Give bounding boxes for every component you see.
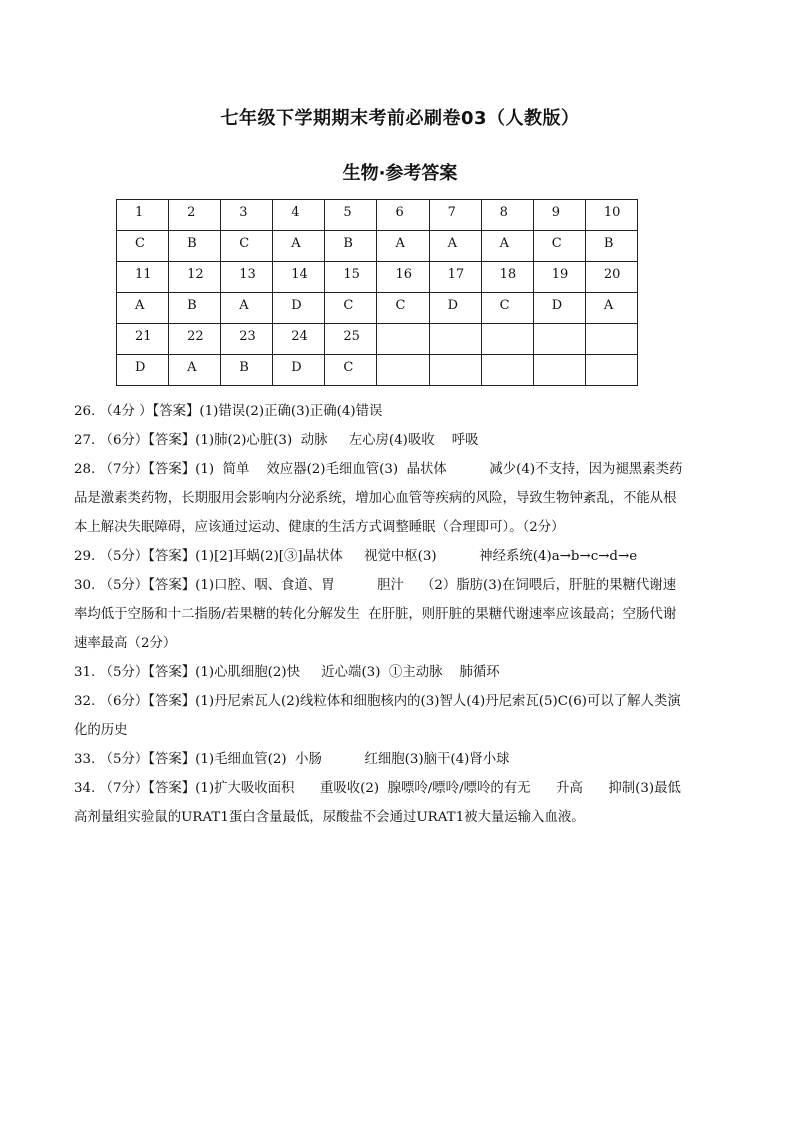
- question-number-cell: 22: [169, 324, 221, 355]
- question-number-cell: [533, 324, 585, 355]
- question-number-cell: 16: [377, 262, 429, 293]
- question-number-cell: 21: [117, 324, 169, 355]
- question-number-cell: 3: [221, 200, 273, 231]
- question-number-cell: 1: [117, 200, 169, 231]
- question-number-cell: 6: [377, 200, 429, 231]
- answer-letter-cell: A: [429, 231, 481, 262]
- answer-letter-cell: C: [221, 231, 273, 262]
- question-number-cell: 17: [429, 262, 481, 293]
- answer-letter-row: [117, 355, 638, 386]
- question-number-cell: 13: [221, 262, 273, 293]
- answer-letter-cell: [533, 355, 585, 386]
- answer-letter-cell: D: [429, 293, 481, 324]
- question-number-cell: 10: [585, 200, 637, 231]
- question-number-cell: 20: [585, 262, 637, 293]
- question-number-cell: 12: [169, 262, 221, 293]
- page-subtitle: 生物·参考答案: [342, 163, 458, 184]
- question-number-row: [117, 324, 638, 355]
- answer-letter-cell: B: [585, 231, 637, 262]
- answer-letter-cell: B: [325, 231, 377, 262]
- answer-letter-cell: A: [273, 231, 325, 262]
- answer-letter-cell: A: [377, 231, 429, 262]
- answer-letter-row: [117, 231, 638, 262]
- answers-list: [74, 397, 707, 832]
- answer-letter-cell: A: [481, 231, 533, 262]
- question-number-cell: 15: [325, 262, 377, 293]
- answer-letter-row: [117, 293, 638, 324]
- answer-letter-cell: A: [221, 293, 273, 324]
- answer-item: 26. （4分 ）【答案】(1)错误(2)正确(3)正确(4)错误: [74, 404, 383, 419]
- question-number-cell: 14: [273, 262, 325, 293]
- answer-letter-cell: B: [169, 231, 221, 262]
- answer-letter-cell: B: [169, 293, 221, 324]
- question-number-cell: [585, 324, 637, 355]
- question-number-cell: 11: [117, 262, 169, 293]
- answer-letter-cell: D: [273, 355, 325, 386]
- question-number-cell: 8: [481, 200, 533, 231]
- answer-letter-cell: [585, 355, 637, 386]
- question-number-cell: 2: [169, 200, 221, 231]
- answer-item: 34. （7分）【答案】(1)扩大吸收面积 重吸收(2) 腺嘌呤/嘌呤/嘌呤的有无 升高 抑制(3)最低 高剂量组实验鼠的URAT1蛋白含量最低，尿酸盐不会通过URAT1被大量运输入血液。: [74, 781, 707, 825]
- answer-item: 33. （5分）【答案】(1)毛细血管(2) 小肠 红细胞(3)脑干(4)肾小球: [74, 752, 510, 767]
- answer-letter-cell: C: [325, 293, 377, 324]
- answer-letter-cell: D: [273, 293, 325, 324]
- question-number-row: [117, 262, 638, 293]
- answer-letter-cell: [377, 355, 429, 386]
- answer-letter-cell: B: [221, 355, 273, 386]
- question-number-cell: 24: [273, 324, 325, 355]
- answer-item: 32. （6分）【答案】(1)丹尼索瓦人(2)线粒体和细胞核内的(3)智人(4)丹尼索瓦(5)C(6)可以了解人类演化的历史: [74, 694, 681, 738]
- answer-letter-cell: A: [585, 293, 637, 324]
- answer-letter-cell: C: [533, 231, 585, 262]
- question-number-cell: 25: [325, 324, 377, 355]
- question-number-cell: 4: [273, 200, 325, 231]
- page-title: 七年级下学期期末考前必刷卷03（人教版）: [220, 108, 580, 129]
- answer-letter-cell: D: [533, 293, 585, 324]
- answer-item: 30. （5分）【答案】(1)口腔、咽、食道、胃 胆汁 （2）脂肪(3)在饲喂后，肝脏的果糖代谢速率均低于空肠和十二指肠/若果糖的转化分解发生 在肝脏，则肝脏的果糖代谢速率应该最高；空肠代谢速率最高（2分）: [74, 578, 677, 651]
- answer-letter-cell: D: [117, 355, 169, 386]
- answer-letter-cell: [429, 355, 481, 386]
- answer-letter-cell: [481, 355, 533, 386]
- question-number-row: [117, 200, 638, 231]
- answer-letter-cell: C: [481, 293, 533, 324]
- answer-table: [116, 199, 638, 386]
- question-number-cell: 18: [481, 262, 533, 293]
- answer-letter-cell: C: [325, 355, 377, 386]
- question-number-cell: [481, 324, 533, 355]
- answer-item: 29. （5分）【答案】(1)[2]耳蜗(2)[③]晶状体 视觉中枢(3) 神经系统(4)a→b→c→d→e: [74, 549, 638, 564]
- question-number-cell: 9: [533, 200, 585, 231]
- answer-letter-cell: C: [377, 293, 429, 324]
- answer-item: 28. （7分）【答案】(1) 简单 效应器(2)毛细血管(3) 晶状体 减少(4)不支持，因为褪黑素类药品是激素类药物，长期服用会影响内分泌系统，增加心血管等疾病的风险，导致生物钟紊乱，不能从根本上解决失眠障碍，应该通过运动、健康的生活方式调整睡眠（合理即可）。（2分）: [74, 462, 683, 535]
- answer-letter-cell: A: [117, 293, 169, 324]
- question-number-cell: 19: [533, 262, 585, 293]
- answer-letter-cell: A: [169, 355, 221, 386]
- answer-letter-cell: C: [117, 231, 169, 262]
- question-number-cell: 5: [325, 200, 377, 231]
- answer-item: 27. （6分）【答案】(1)肺(2)心脏(3) 动脉 左心房(4)吸收 呼吸: [74, 433, 479, 448]
- question-number-cell: 7: [429, 200, 481, 231]
- answer-item: 31. （5分）【答案】(1)心肌细胞(2)快 近心端(3) ①主动脉 肺循环: [74, 665, 500, 680]
- question-number-cell: 23: [221, 324, 273, 355]
- question-number-cell: [429, 324, 481, 355]
- question-number-cell: [377, 324, 429, 355]
